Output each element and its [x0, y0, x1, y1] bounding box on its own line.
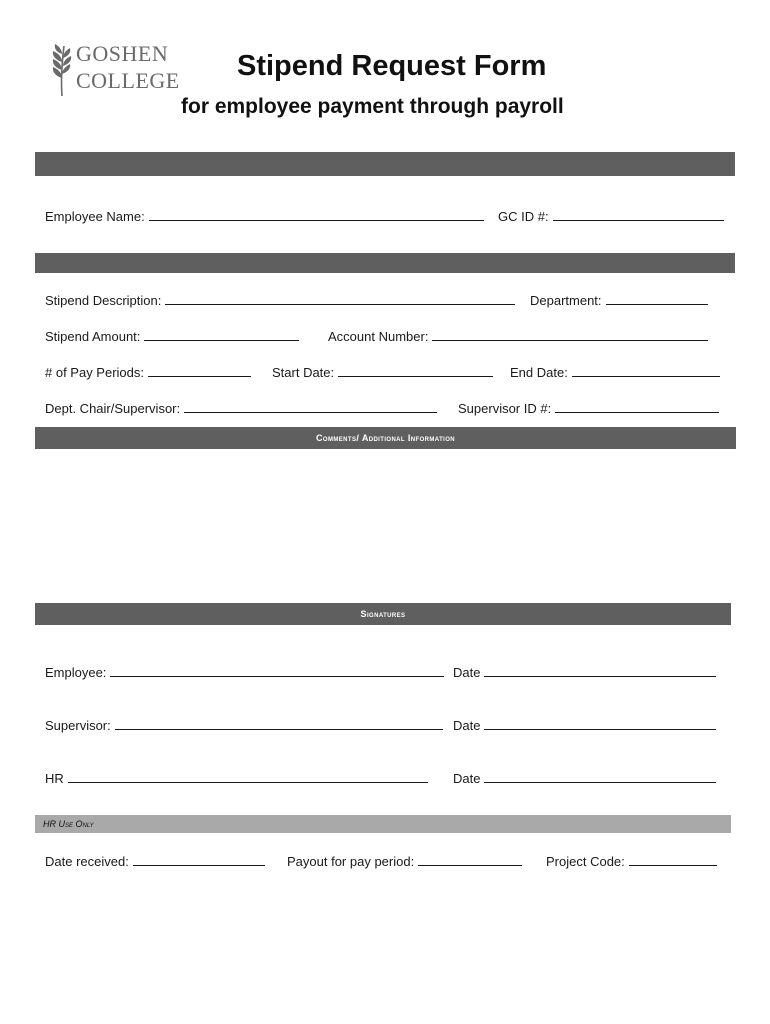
- stipend-description-field[interactable]: [45, 290, 515, 308]
- stipend-amount-field[interactable]: [45, 326, 299, 344]
- stipend-row-4: [0, 398, 770, 420]
- supervisor-id-line[interactable]: [555, 398, 719, 413]
- form-subtitle: for employee payment through payroll: [181, 95, 564, 118]
- account-number-label: Account Number:: [328, 329, 429, 344]
- employee-date-field[interactable]: [453, 662, 716, 680]
- employee-name-field[interactable]: [45, 206, 484, 224]
- comments-header-bar: [35, 427, 736, 449]
- hr-date-label: Date: [453, 771, 481, 786]
- account-number-line[interactable]: [432, 326, 708, 341]
- employee-name-line[interactable]: [149, 206, 484, 221]
- gc-id-field[interactable]: [498, 206, 724, 224]
- account-number-field[interactable]: [328, 326, 708, 344]
- supervisor-date-field[interactable]: [453, 715, 716, 733]
- gc-id-line[interactable]: [553, 206, 724, 221]
- supervisor-signature-field[interactable]: [45, 715, 443, 733]
- employee-date-label: Date: [453, 665, 481, 680]
- form-title: Stipend Request Form: [237, 50, 547, 82]
- hr-use-only-bar: [35, 815, 731, 833]
- employee-row: [0, 206, 770, 228]
- start-date-line[interactable]: [338, 362, 493, 377]
- hr-use-row: [0, 851, 770, 873]
- stipend-amount-label: Stipend Amount:: [45, 329, 141, 344]
- department-field[interactable]: [530, 290, 708, 308]
- department-line[interactable]: [606, 290, 708, 305]
- hr-date-line[interactable]: [484, 768, 716, 783]
- project-code-label: Project Code:: [546, 854, 625, 869]
- stipend-description-line[interactable]: [165, 290, 515, 305]
- date-received-line[interactable]: [133, 851, 265, 866]
- logo-line-goshen: GOSHEN: [76, 41, 169, 66]
- pay-periods-field[interactable]: [45, 362, 251, 380]
- date-received-field[interactable]: [45, 851, 265, 869]
- logo-line-college: COLLEGE: [76, 68, 180, 93]
- supervisor-date-line[interactable]: [484, 715, 716, 730]
- signatures-header-bar: [35, 603, 731, 625]
- comments-area[interactable]: [35, 452, 735, 598]
- supervisor-date-label: Date: [453, 718, 481, 733]
- pay-periods-label: # of Pay Periods:: [45, 365, 144, 380]
- hr-signature-field[interactable]: [45, 768, 428, 786]
- signatures-header: Signatures: [360, 609, 406, 619]
- end-date-label: End Date:: [510, 365, 568, 380]
- college-logo: [50, 40, 190, 98]
- section-bar-employee: [35, 152, 735, 176]
- date-received-label: Date received:: [45, 854, 129, 869]
- department-label: Department:: [530, 293, 602, 308]
- signature-hr-row: [0, 768, 770, 790]
- stipend-description-label: Stipend Description:: [45, 293, 162, 308]
- payout-period-line[interactable]: [418, 851, 522, 866]
- payout-period-label: Payout for pay period:: [287, 854, 415, 869]
- employee-date-line[interactable]: [484, 662, 716, 677]
- start-date-label: Start Date:: [272, 365, 335, 380]
- hr-signature-label: HR: [45, 771, 64, 786]
- stipend-row-3: [0, 362, 770, 384]
- gc-id-label: GC ID #:: [498, 209, 549, 224]
- supervisor-label: Dept. Chair/Supervisor:: [45, 401, 181, 416]
- stipend-row-2: [0, 326, 770, 348]
- signature-employee-row: [0, 662, 770, 684]
- project-code-line[interactable]: [629, 851, 717, 866]
- supervisor-line[interactable]: [184, 398, 437, 413]
- hr-date-field[interactable]: [453, 768, 716, 786]
- hr-use-only-header: HR Use Only: [43, 819, 94, 829]
- stipend-amount-line[interactable]: [144, 326, 299, 341]
- employee-signature-line[interactable]: [110, 662, 444, 677]
- employee-name-label: Employee Name:: [45, 209, 145, 224]
- supervisor-field[interactable]: [45, 398, 437, 416]
- wheat-leaf-icon: [50, 42, 74, 98]
- pay-periods-line[interactable]: [148, 362, 251, 377]
- supervisor-id-label: Supervisor ID #:: [458, 401, 552, 416]
- employee-signature-field[interactable]: [45, 662, 444, 680]
- employee-signature-label: Employee:: [45, 665, 107, 680]
- supervisor-signature-line[interactable]: [115, 715, 443, 730]
- comments-header: Comments/ Additional Information: [315, 433, 455, 443]
- project-code-field[interactable]: [546, 851, 717, 869]
- stipend-row-1: [0, 290, 770, 312]
- supervisor-signature-label: Supervisor:: [45, 718, 111, 733]
- supervisor-id-field[interactable]: [458, 398, 719, 416]
- end-date-field[interactable]: [510, 362, 720, 380]
- payout-period-field[interactable]: [287, 851, 522, 869]
- end-date-line[interactable]: [572, 362, 720, 377]
- start-date-field[interactable]: [272, 362, 493, 380]
- section-bar-stipend: [35, 253, 735, 273]
- hr-signature-line[interactable]: [68, 768, 428, 783]
- signature-supervisor-row: [0, 715, 770, 737]
